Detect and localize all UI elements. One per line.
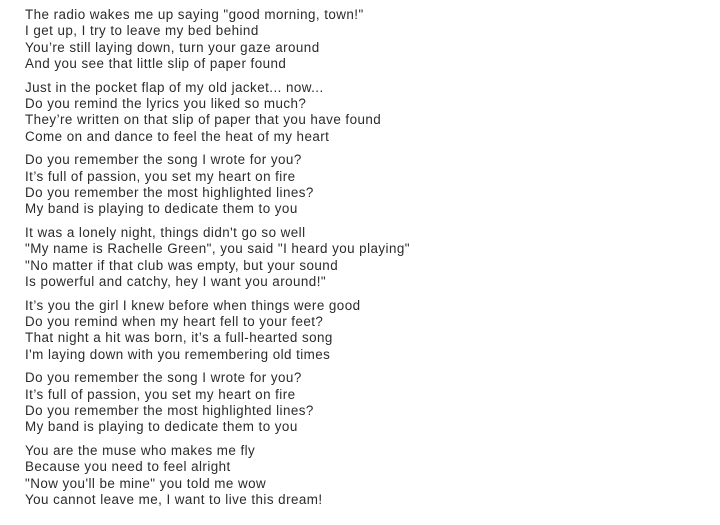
lyric-line: It was a lonely night, things didn't go so well (25, 225, 306, 241)
lyric-line: Is powerful and catchy, hey I want you around!" (25, 273, 327, 289)
lyric-line: "No matter if that club was empty, but your sound (25, 257, 339, 273)
stanza-7 (25, 443, 705, 508)
lyric-line: You cannot leave me, I want to live this dream! (25, 492, 323, 508)
lyrics-text (25, 7, 705, 516)
stanza-1 (25, 7, 705, 72)
stanza-5 (25, 298, 705, 363)
lyric-line: It’s you the girl I knew before when things were good (25, 297, 361, 313)
lyric-line: You’re still laying down, turn your gaze around (25, 39, 320, 55)
stanza-4 (25, 225, 705, 290)
lyric-line: Do you remind the lyrics you liked so much? (25, 95, 307, 111)
lyric-line: They’re written on that slip of paper that you have found (25, 112, 382, 128)
lyric-line: "My name is Rachelle Green", you said "I heard you playing" (25, 241, 410, 257)
lyric-line: My band is playing to dedicate them to you (25, 419, 298, 435)
lyric-line: I'm laying down with you remembering old times (25, 346, 331, 362)
lyric-line: Because you need to feel alright (25, 459, 231, 475)
lyric-line: And you see that little slip of paper found (25, 55, 287, 71)
lyric-line: I get up, I try to leave my bed behind (25, 23, 259, 39)
lyric-line: It’s full of passion, you set my heart on fire (25, 386, 296, 402)
lyric-line: "Now you'll be mine" you told me wow (25, 475, 267, 491)
lyric-line: Come on and dance to feel the heat of my heart (25, 128, 330, 144)
lyric-line: Do you remember the most highlighted lines? (25, 184, 314, 200)
stanza-2 (25, 80, 705, 145)
lyric-line: Do you remember the most highlighted lines? (25, 403, 314, 419)
lyric-line: It’s full of passion, you set my heart on fire (25, 168, 296, 184)
stanza-6 (25, 370, 705, 435)
lyric-line: You are the muse who makes me fly (25, 443, 256, 459)
stanza-3 (25, 152, 705, 217)
lyric-line: Do you remember the song I wrote for you? (25, 370, 302, 386)
lyric-line: Do you remember the song I wrote for you? (25, 152, 302, 168)
lyric-line: That night a hit was born, it’s a full-hearted song (25, 330, 333, 346)
lyric-line: The radio wakes me up saying "good morning, town!" (25, 7, 364, 22)
lyric-line: Just in the pocket flap of my old jacket... now... (25, 79, 324, 95)
lyric-line: Do you remind when my heart fell to your feet? (25, 314, 324, 330)
lyric-line: My band is playing to dedicate them to you (25, 201, 298, 217)
